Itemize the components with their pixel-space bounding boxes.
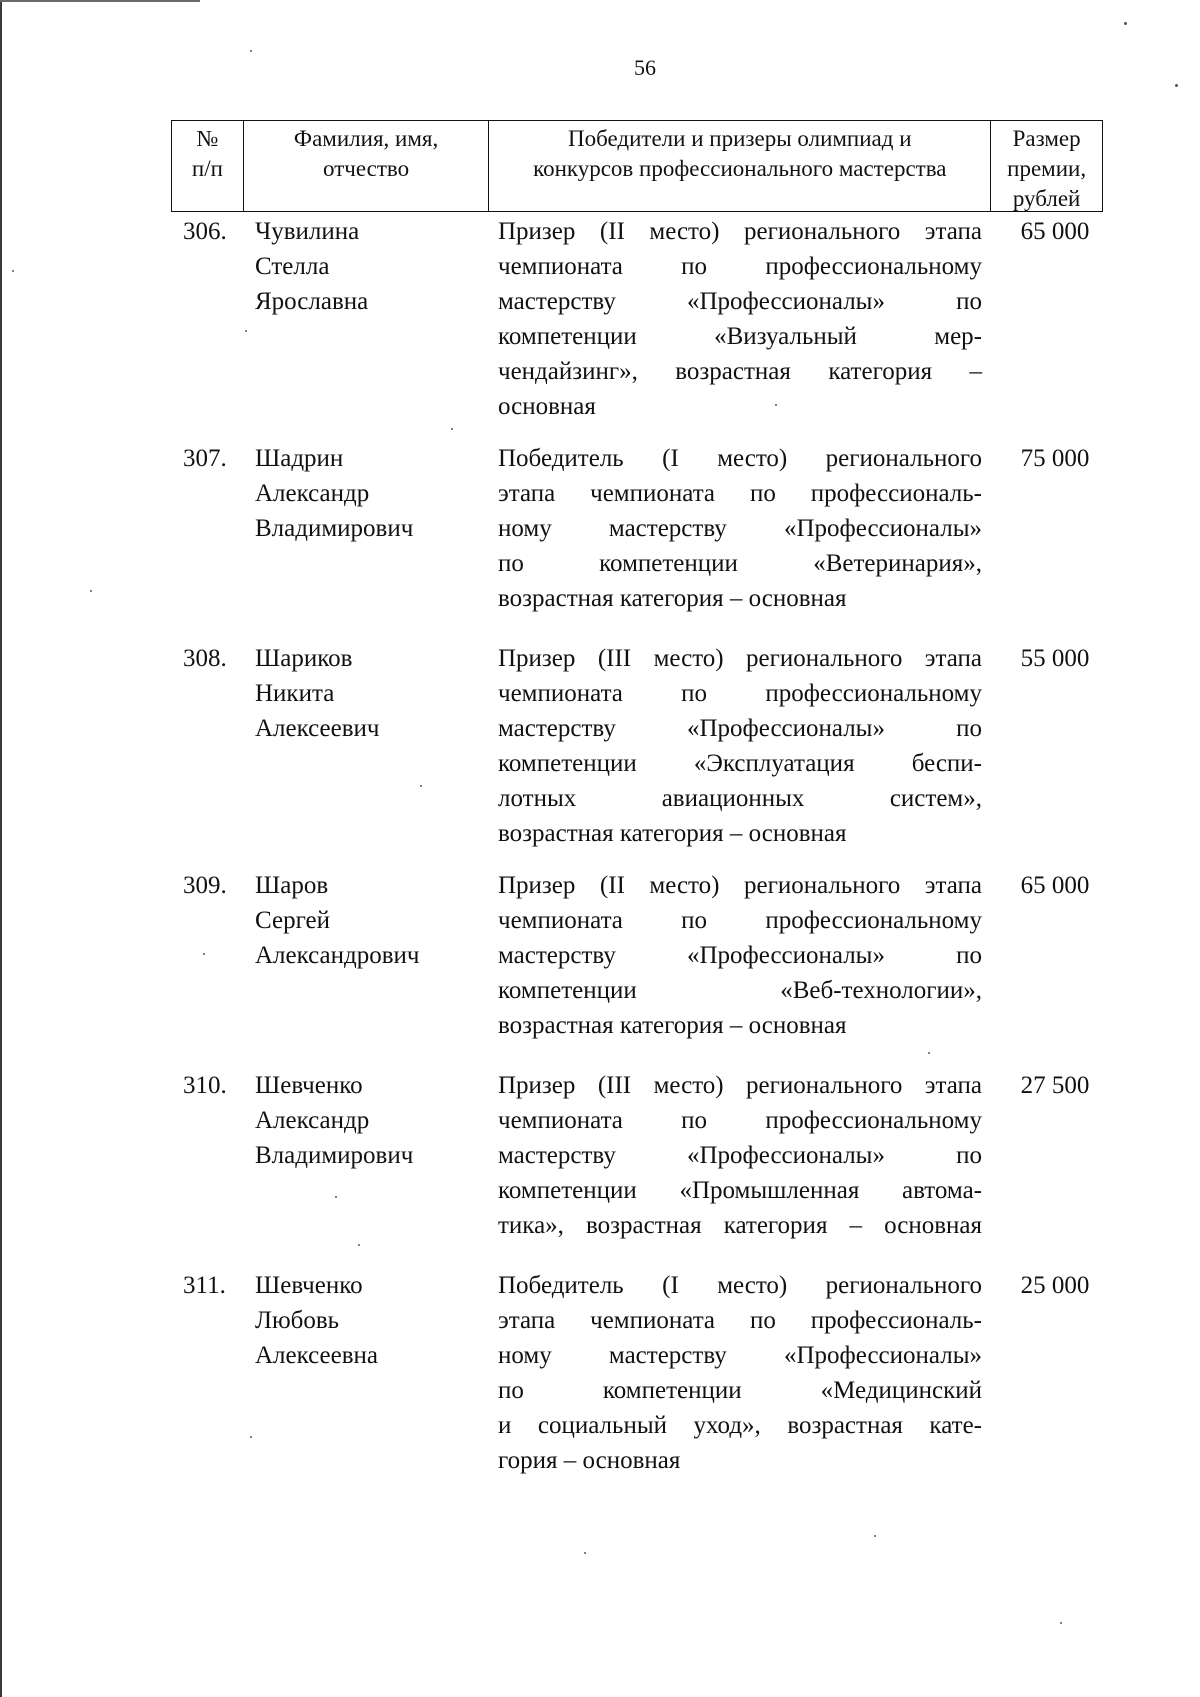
first-name: Александр — [255, 480, 370, 507]
scan-speck — [335, 1196, 337, 1198]
achievement-line: гория – основная — [498, 1447, 681, 1474]
header-num-line: п/п — [191, 156, 223, 181]
achievement-line: ному мастерству «Профессионалы» — [498, 515, 982, 542]
achievement-line: по компетенции «Ветеринария», — [498, 550, 982, 577]
scan-edge — [0, 0, 200, 2]
row-person-name — [255, 868, 485, 973]
achievement-line: этапа чемпионата по профессиональ- — [498, 480, 982, 507]
first-name: Стелла — [255, 253, 330, 280]
achievement-line: Призер (II место) регионального этапа — [498, 872, 982, 899]
scan-speck — [1060, 1622, 1062, 1624]
header-name-line: Фамилия, имя, — [293, 126, 439, 151]
scan-speck — [874, 1535, 876, 1537]
achievement-line: чемпионата по профессиональному — [498, 680, 982, 707]
row-person-name — [255, 1268, 485, 1373]
patronymic: Владимирович — [255, 515, 414, 542]
header-num — [172, 121, 244, 211]
surname: Шадрин — [255, 445, 344, 472]
row-person-name — [255, 1068, 485, 1173]
row-prize-amount: 65 000 — [1020, 872, 1090, 899]
header-prize — [991, 121, 1102, 211]
achievement-line: возрастная категория – основная — [498, 585, 847, 612]
achievement-line: основная — [498, 393, 596, 420]
row-prize-amount: 75 000 — [1020, 445, 1090, 472]
row-achievement — [498, 868, 982, 1043]
achievement-line: мастерству «Профессионалы» по — [498, 942, 982, 969]
achievement-line: компетенции «Промышленная автома- — [498, 1177, 982, 1204]
table-header — [171, 120, 1103, 212]
first-name: Александр — [255, 1107, 370, 1134]
achievement-line: Призер (II место) регионального этапа — [498, 218, 982, 245]
header-prize-line: рублей — [1012, 186, 1081, 211]
scan-speck — [928, 1052, 930, 1054]
achievement-line: чемпионата по профессиональному — [498, 907, 982, 934]
surname: Шевченко — [255, 1272, 363, 1299]
row-number: 306. — [183, 218, 227, 245]
patronymic: Алексеевич — [255, 715, 380, 742]
surname: Чувилина — [255, 218, 360, 245]
row-number: 310. — [183, 1072, 227, 1099]
achievement-line: чемпионата по профессиональному — [498, 253, 982, 280]
patronymic: Александрович — [255, 942, 420, 969]
row-number: 309. — [183, 872, 227, 899]
page-number: 56 — [634, 55, 656, 80]
patronymic: Ярославна — [255, 288, 369, 315]
header-name-line: отчество — [323, 156, 410, 181]
achievement-line: мастерству «Профессионалы» по — [498, 1142, 982, 1169]
first-name: Никита — [255, 680, 335, 707]
achievement-line: компетенции «Визуальный мер- — [498, 323, 982, 350]
header-desc-line: Победители и призеры олимпиад и — [568, 126, 912, 151]
row-person-name — [255, 441, 485, 546]
scan-speck — [451, 428, 453, 430]
scan-edge — [0, 0, 2, 1697]
row-achievement — [498, 441, 982, 616]
surname: Шаров — [255, 872, 329, 899]
row-number: 308. — [183, 645, 227, 672]
achievement-line: этапа чемпионата по профессиональ- — [498, 1307, 982, 1334]
row-prize-amount: 27 500 — [1020, 1072, 1090, 1099]
patronymic: Владимирович — [255, 1142, 414, 1169]
header-prize-line: премии, — [1007, 156, 1087, 181]
patronymic: Алексеевна — [255, 1342, 379, 1369]
scan-speck — [420, 785, 422, 787]
row-achievement — [498, 641, 982, 851]
row-achievement — [498, 1268, 982, 1478]
header-num-line: № — [196, 126, 219, 151]
row-prize-amount: 65 000 — [1020, 218, 1090, 245]
surname: Шариков — [255, 645, 353, 672]
achievement-line: мастерству «Профессионалы» по — [498, 288, 982, 315]
row-achievement — [498, 1068, 982, 1243]
achievement-line: чемпионата по профессиональному — [498, 1107, 982, 1134]
header-name — [244, 121, 489, 211]
achievement-line: лотных авиационных систем», — [498, 785, 982, 812]
achievement-line: возрастная категория – основная — [498, 820, 847, 847]
scan-speck — [203, 953, 205, 955]
header-desc-line: конкурсов профессионального мастерства — [533, 156, 947, 181]
scan-speck — [1175, 84, 1178, 87]
first-name: Любовь — [255, 1307, 340, 1334]
achievement-line: и социальный уход», возрастная кате- — [498, 1412, 982, 1439]
achievement-line: возрастная категория – основная — [498, 1012, 847, 1039]
header-prize-line: Размер — [1012, 126, 1081, 151]
achievement-line: Победитель (I место) регионального — [498, 1272, 982, 1299]
achievement-line: компетенции «Веб-технологии», — [498, 977, 982, 1004]
scan-speck — [1124, 22, 1127, 25]
first-name: Сергей — [255, 907, 330, 934]
scan-speck — [358, 1244, 360, 1246]
row-person-name — [255, 641, 485, 746]
achievement-line: мастерству «Профессионалы» по — [498, 715, 982, 742]
scan-speck — [584, 1552, 586, 1554]
header-desc — [489, 121, 991, 211]
row-number: 307. — [183, 445, 227, 472]
achievement-line: по компетенции «Медицинский — [498, 1377, 982, 1404]
achievement-line: тика», возрастная категория – основная — [498, 1212, 982, 1239]
scan-speck — [12, 270, 14, 272]
row-achievement — [498, 214, 982, 424]
achievement-line: компетенции «Эксплуатация беспи- — [498, 750, 982, 777]
achievement-line: чендайзинг», возрастная категория – — [498, 358, 982, 385]
achievement-line: Призер (III место) регионального этапа — [498, 1072, 982, 1099]
achievement-line: Победитель (I место) регионального — [498, 445, 982, 472]
scan-speck — [250, 1436, 252, 1438]
achievement-line: ному мастерству «Профессионалы» — [498, 1342, 982, 1369]
achievement-line: Призер (III место) регионального этапа — [498, 645, 982, 672]
surname: Шевченко — [255, 1072, 363, 1099]
row-prize-amount: 25 000 — [1020, 1272, 1090, 1299]
scan-speck — [250, 50, 252, 52]
row-person-name — [255, 214, 485, 319]
row-number: 311. — [183, 1272, 226, 1299]
scan-speck — [245, 330, 247, 332]
scan-speck — [90, 590, 92, 592]
row-prize-amount: 55 000 — [1020, 645, 1090, 672]
scan-speck — [775, 404, 777, 406]
